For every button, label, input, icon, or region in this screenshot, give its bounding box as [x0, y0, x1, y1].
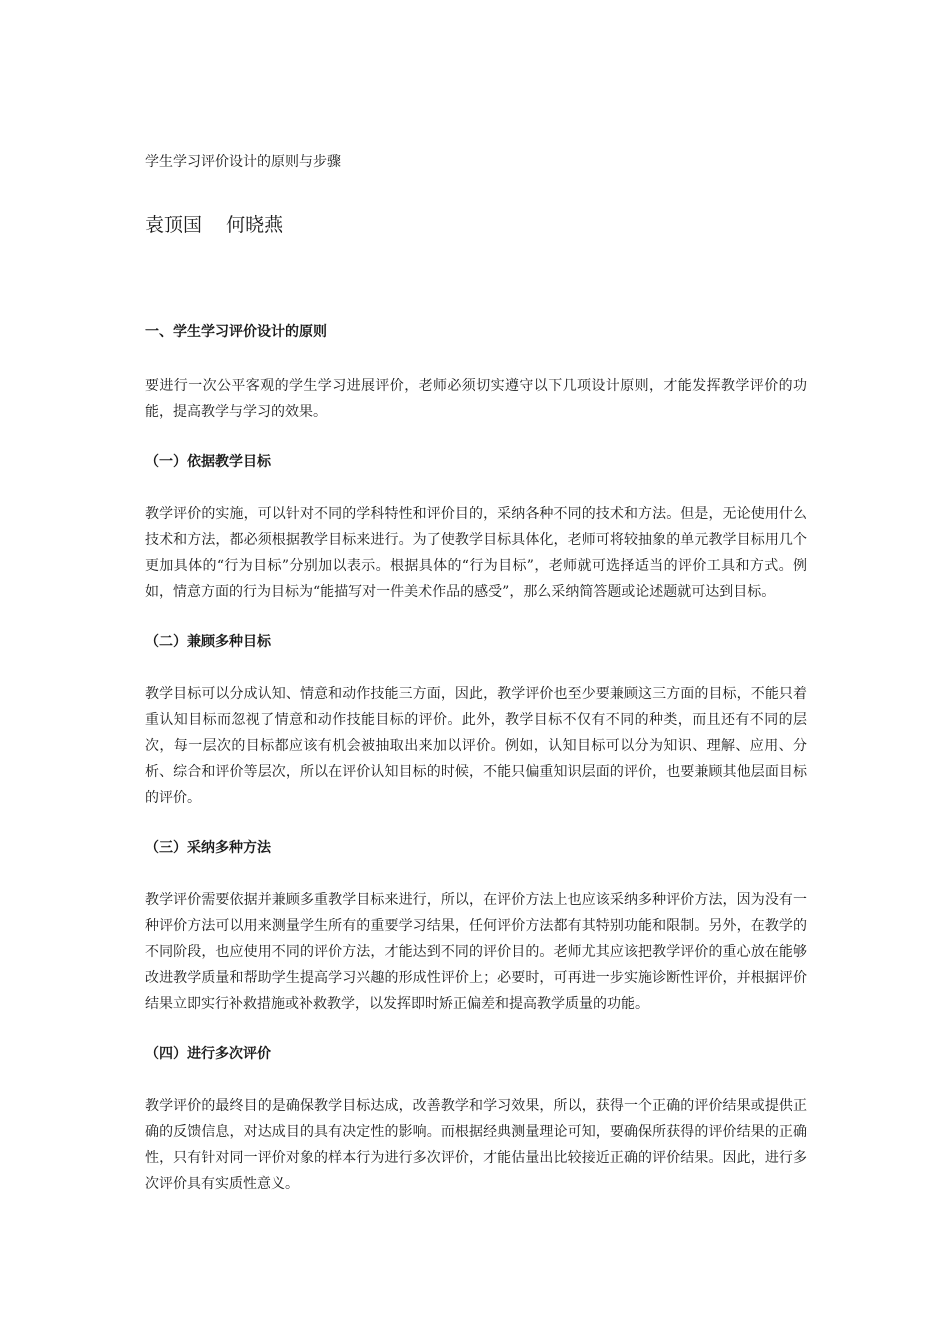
section-intro-paragraph: 要进行一次公平客观的学生学习进展评价，老师必须切实遵守以下几项设计原则，才能发挥教学评价的功能，提高教学与学习的效果。: [145, 378, 807, 420]
subsection-paragraph-2: 教学目标可以分成认知、情意和动作技能三方面，因此，教学评价也至少要兼顾这三方面的目标，不能只着重认知目标而忽视了情意和动作技能目标的评价。此外，教学目标不仅有不同的种类，而且还有不同的层次，每一层次的目标都应该有机会被抽取出来加以评价。例如，认知目标可以分为知识、理解、应用、分析、综合和评价等层次，所以在评价认知目标的时候，不能只偏重知识层面的评价，也要兼顾其他层面目标的评价。: [145, 686, 807, 806]
document-body: [145, 322, 807, 1224]
subsection-heading-1: （一）依据教学目标: [145, 454, 271, 470]
section-heading: 一、学生学习评价设计的原则: [145, 324, 327, 340]
subsection-paragraph-1: 教学评价的实施，可以针对不同的学科特性和评价目的，采纳各种不同的技术和方法。但是，无论使用什么技术和方法，都必须根据教学目标来进行。为了使教学目标具体化，老师可将较抽象的单元教学目标用几个更加具体的“行为目标”分别加以表示。根据具体的“行为目标”，老师就可选择适当的评价工具和方式。例如，情意方面的行为目标为“能描写对一件美术作品的感受”，那么采纳简答题或论述题就可达到目标。: [145, 506, 807, 600]
document-title: 学生学习评价设计的原则与步骤: [145, 154, 341, 170]
subsection-paragraph-3: 教学评价需要依据并兼顾多重教学目标来进行，所以，在评价方法上也应该采纳多种评价方法，因为没有一种评价方法可以用来测量学生所有的重要学习结果，任何评价方法都有其特别功能和限制。另外，在教学的不同阶段，也应使用不同的评价方法，才能达到不同的评价目的。老师尤其应该把教学评价的重心放在能够改进教学质量和帮助学生提高学习兴趣的形成性评价上；必要时，可再进一步实施诊断性评价，并根据评价结果立即实行补救措施或补救教学，以发挥即时矫正偏差和提高教学质量的功能。: [145, 892, 807, 1012]
subsection-paragraph-4: 教学评价的最终目的是确保教学目标达成，改善教学和学习效果，所以，获得一个正确的评价结果或提供正确的反馈信息，对达成目的具有决定性的影响。而根据经典测量理论可知，要确保所获得的评价结果的正确性，只有针对同一评价对象的样本行为进行多次评价，才能估量出比较接近正确的评价结果。因此，进行多次评价具有实质性意义。: [145, 1098, 807, 1192]
subsection-heading-2: （二）兼顾多种目标: [145, 634, 271, 650]
subsection-heading-4: （四）进行多次评价: [145, 1046, 271, 1062]
document-authors: 袁顶国 何晓燕: [145, 214, 284, 236]
subsection-heading-3: （三）采纳多种方法: [145, 840, 271, 856]
